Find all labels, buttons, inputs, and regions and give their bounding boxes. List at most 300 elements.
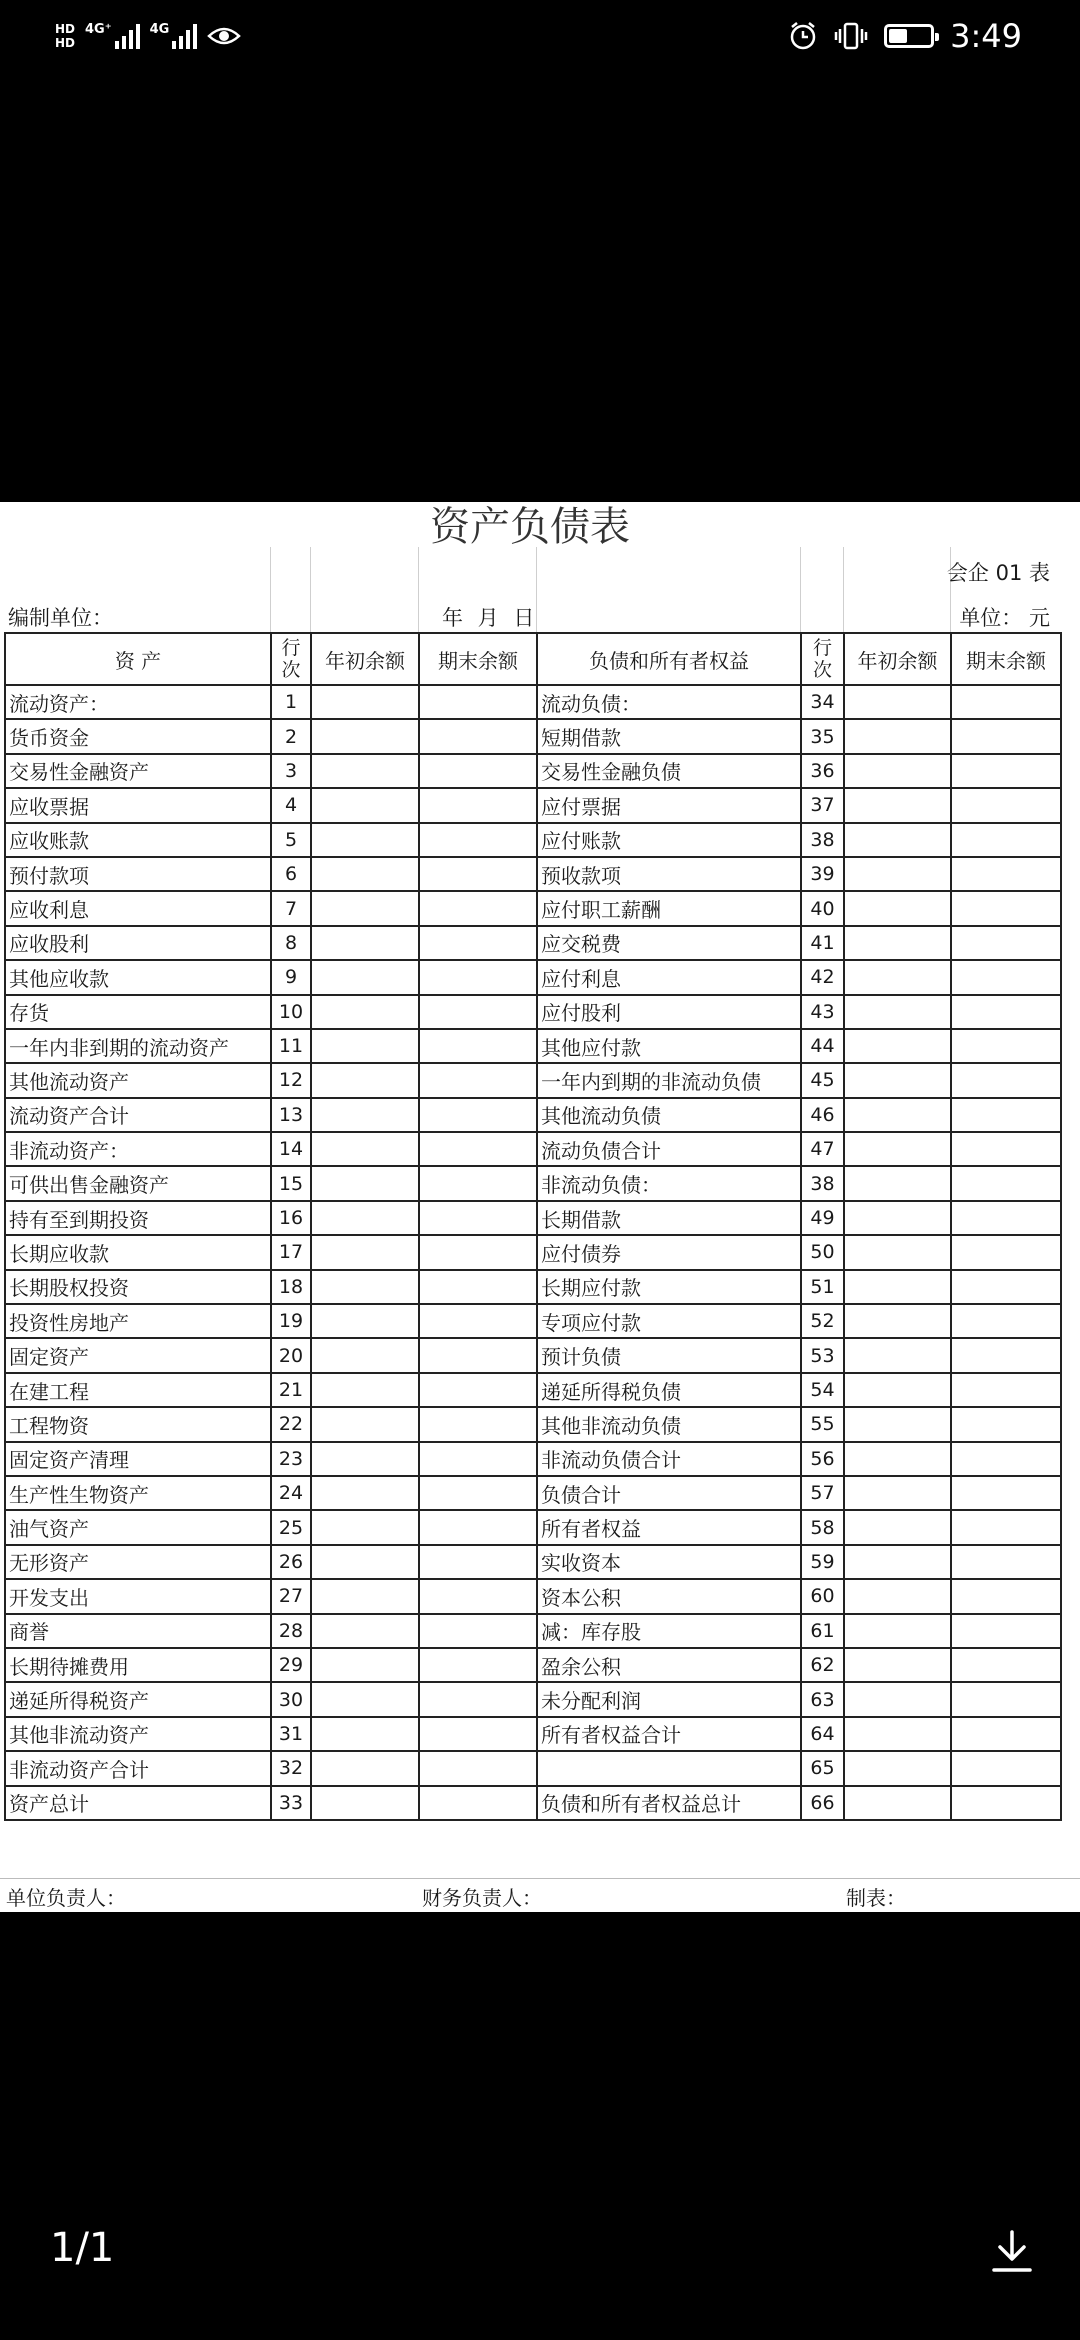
liability-line-no: 66 [801, 1786, 844, 1820]
liability-begin-balance [844, 1510, 951, 1544]
liability-name: 预收款项 [537, 857, 801, 891]
asset-end-balance [419, 1132, 537, 1166]
asset-begin-balance [311, 1338, 419, 1372]
asset-line-no: 8 [271, 926, 311, 960]
asset-name: 交易性金融资产 [5, 754, 271, 788]
liability-begin-balance [844, 1442, 951, 1476]
asset-line-no: 6 [271, 857, 311, 891]
document-title: 资产负债表 [430, 504, 630, 550]
asset-name: 一年内非到期的流动资产 [5, 1029, 271, 1063]
liability-line-no: 59 [801, 1545, 844, 1579]
asset-name: 固定资产 [5, 1338, 271, 1372]
status-right-group [788, 14, 1022, 58]
table-row [5, 960, 1061, 994]
liability-name: 资本公积 [537, 1579, 801, 1613]
asset-end-balance [419, 1098, 537, 1132]
asset-name: 无形资产 [5, 1545, 271, 1579]
asset-end-balance [419, 685, 537, 719]
status-time: 3:49 [950, 17, 1022, 55]
asset-name: 其他流动资产 [5, 1063, 271, 1097]
table-row [5, 1132, 1061, 1166]
asset-begin-balance [311, 1166, 419, 1200]
liability-end-balance [951, 1648, 1061, 1682]
table-row [5, 1648, 1061, 1682]
liability-begin-balance [844, 1029, 951, 1063]
asset-name: 应收票据 [5, 788, 271, 822]
asset-line-no: 15 [271, 1166, 311, 1200]
liability-line-no: 55 [801, 1407, 844, 1441]
asset-begin-balance [311, 1098, 419, 1132]
liability-end-balance [951, 1545, 1061, 1579]
asset-name: 商誉 [5, 1614, 271, 1648]
asset-name: 应收股利 [5, 926, 271, 960]
liability-begin-balance [844, 1304, 951, 1338]
asset-name: 可供出售金融资产 [5, 1166, 271, 1200]
asset-end-balance [419, 1063, 537, 1097]
liability-end-balance [951, 926, 1061, 960]
liability-name: 应付债券 [537, 1235, 801, 1269]
table-row [5, 1098, 1061, 1132]
table-row [5, 1682, 1061, 1716]
asset-line-no: 29 [271, 1648, 311, 1682]
liability-line-no: 50 [801, 1235, 844, 1269]
table-row [5, 685, 1061, 719]
asset-begin-balance [311, 788, 419, 822]
document-footer [0, 1878, 1080, 1912]
asset-end-balance [419, 1270, 537, 1304]
liability-end-balance [951, 891, 1061, 925]
asset-end-balance [419, 1510, 537, 1544]
liability-name: 其他流动负债 [537, 1098, 801, 1132]
liability-name: 一年内到期的非流动负债 [537, 1063, 801, 1097]
liability-end-balance [951, 1201, 1061, 1235]
asset-begin-balance [311, 1442, 419, 1476]
liability-line-no: 65 [801, 1751, 844, 1785]
asset-name: 资产总计 [5, 1786, 271, 1820]
asset-begin-balance [311, 1063, 419, 1097]
header-assets: 资 产 [5, 633, 271, 685]
asset-line-no: 18 [271, 1270, 311, 1304]
table-header-row [5, 633, 1061, 685]
liability-end-balance [951, 960, 1061, 994]
asset-line-no: 17 [271, 1235, 311, 1269]
liability-name: 应付利息 [537, 960, 801, 994]
liability-end-balance [951, 1476, 1061, 1510]
asset-end-balance [419, 1476, 537, 1510]
liability-end-balance [951, 788, 1061, 822]
asset-end-balance [419, 1235, 537, 1269]
liability-begin-balance [844, 1682, 951, 1716]
liability-line-no: 45 [801, 1063, 844, 1097]
liability-line-no: 47 [801, 1132, 844, 1166]
table-row [5, 1373, 1061, 1407]
compiler-label: 编制单位： [8, 606, 113, 630]
asset-begin-balance [311, 995, 419, 1029]
unit-label: 单位： 元 [959, 606, 1050, 630]
liability-line-no: 62 [801, 1648, 844, 1682]
download-icon[interactable] [990, 2228, 1034, 2276]
asset-name: 开发支出 [5, 1579, 271, 1613]
liability-name: 流动负债合计 [537, 1132, 801, 1166]
liability-begin-balance [844, 685, 951, 719]
balance-sheet-table [4, 632, 1062, 1821]
table-row [5, 1407, 1061, 1441]
liability-end-balance [951, 1132, 1061, 1166]
liability-begin-balance [844, 891, 951, 925]
liability-end-balance [951, 1751, 1061, 1785]
liability-end-balance [951, 1063, 1061, 1097]
liability-begin-balance [844, 960, 951, 994]
table-row [5, 995, 1061, 1029]
network-type-2: 4G [149, 22, 170, 37]
liability-line-no: 56 [801, 1442, 844, 1476]
asset-name: 流动资产： [5, 685, 271, 719]
header-begin-balance: 年初余额 [311, 633, 419, 685]
asset-end-balance [419, 1614, 537, 1648]
asset-begin-balance [311, 1648, 419, 1682]
asset-name: 油气资产 [5, 1510, 271, 1544]
table-row [5, 754, 1061, 788]
table-row [5, 1442, 1061, 1476]
liability-name: 应付票据 [537, 788, 801, 822]
liability-end-balance [951, 1270, 1061, 1304]
liability-name: 短期借款 [537, 719, 801, 753]
asset-end-balance [419, 1442, 537, 1476]
liability-name: 预计负债 [537, 1338, 801, 1372]
liability-end-balance [951, 1373, 1061, 1407]
asset-name: 递延所得税资产 [5, 1682, 271, 1716]
liability-name: 实收资本 [537, 1545, 801, 1579]
asset-end-balance [419, 1786, 537, 1820]
header-liabilities: 负债和所有者权益 [537, 633, 801, 685]
asset-name: 其他应收款 [5, 960, 271, 994]
liability-end-balance [951, 1510, 1061, 1544]
vibrate-icon [834, 21, 868, 51]
asset-name: 持有至到期投资 [5, 1201, 271, 1235]
table-row [5, 1029, 1061, 1063]
liability-line-no: 46 [801, 1098, 844, 1132]
table-row [5, 1579, 1061, 1613]
asset-line-no: 7 [271, 891, 311, 925]
asset-name: 存货 [5, 995, 271, 1029]
hd-label-2: HD [55, 36, 76, 50]
asset-begin-balance [311, 1270, 419, 1304]
page-indicator: 1/1 [50, 2225, 115, 2271]
asset-name: 货币资金 [5, 719, 271, 753]
table-row [5, 1304, 1061, 1338]
asset-line-no: 33 [271, 1786, 311, 1820]
form-code: 会企 01 表 [946, 561, 1050, 585]
liability-begin-balance [844, 1614, 951, 1648]
asset-name: 非流动资产： [5, 1132, 271, 1166]
liability-begin-balance [844, 857, 951, 891]
liability-name: 流动负债： [537, 685, 801, 719]
liability-name: 递延所得税负债 [537, 1373, 801, 1407]
asset-name: 在建工程 [5, 1373, 271, 1407]
liability-begin-balance [844, 1751, 951, 1785]
header-end-balance: 期末余额 [419, 633, 537, 685]
alarm-icon [788, 21, 818, 51]
asset-begin-balance [311, 926, 419, 960]
asset-name: 长期待摊费用 [5, 1648, 271, 1682]
asset-end-balance [419, 1751, 537, 1785]
liability-name: 未分配利润 [537, 1682, 801, 1716]
asset-line-no: 10 [271, 995, 311, 1029]
asset-line-no: 24 [271, 1476, 311, 1510]
asset-name: 长期应收款 [5, 1235, 271, 1269]
header-line-no-2: 行 次 [801, 633, 844, 685]
table-body [5, 685, 1061, 1820]
liability-name: 交易性金融负债 [537, 754, 801, 788]
asset-end-balance [419, 891, 537, 925]
table-row [5, 1717, 1061, 1751]
asset-begin-balance [311, 1373, 419, 1407]
asset-line-no: 26 [271, 1545, 311, 1579]
asset-begin-balance [311, 685, 419, 719]
asset-begin-balance [311, 891, 419, 925]
liability-begin-balance [844, 754, 951, 788]
asset-begin-balance [311, 857, 419, 891]
status-bar [0, 0, 1080, 72]
asset-begin-balance [311, 1304, 419, 1338]
signal-bars-2-icon [172, 23, 197, 49]
liability-begin-balance [844, 1407, 951, 1441]
asset-end-balance [419, 1682, 537, 1716]
asset-begin-balance [311, 1579, 419, 1613]
liability-name: 应付职工薪酬 [537, 891, 801, 925]
asset-begin-balance [311, 1407, 419, 1441]
liability-line-no: 36 [801, 754, 844, 788]
table-row [5, 1166, 1061, 1200]
asset-begin-balance [311, 1751, 419, 1785]
status-left-group [55, 14, 241, 58]
asset-name: 长期股权投资 [5, 1270, 271, 1304]
liability-end-balance [951, 1717, 1061, 1751]
asset-end-balance [419, 1029, 537, 1063]
asset-line-no: 21 [271, 1373, 311, 1407]
asset-name: 固定资产清理 [5, 1442, 271, 1476]
table-row [5, 857, 1061, 891]
liability-begin-balance [844, 1579, 951, 1613]
asset-begin-balance [311, 1132, 419, 1166]
liability-line-no: 51 [801, 1270, 844, 1304]
liability-name: 长期借款 [537, 1201, 801, 1235]
asset-begin-balance [311, 823, 419, 857]
asset-end-balance [419, 1545, 537, 1579]
liability-name: 负债合计 [537, 1476, 801, 1510]
table-row [5, 1510, 1061, 1544]
asset-line-no: 4 [271, 788, 311, 822]
liability-line-no: 49 [801, 1201, 844, 1235]
signal-1 [85, 23, 140, 49]
liability-name: 负债和所有者权益总计 [537, 1786, 801, 1820]
asset-line-no: 16 [271, 1201, 311, 1235]
table-row [5, 1476, 1061, 1510]
asset-line-no: 5 [271, 823, 311, 857]
liability-begin-balance [844, 995, 951, 1029]
liability-begin-balance [844, 1201, 951, 1235]
footer-preparer: 制表： [846, 1886, 906, 1910]
liability-begin-balance [844, 926, 951, 960]
liability-begin-balance [844, 1270, 951, 1304]
table-row [5, 1201, 1061, 1235]
asset-end-balance [419, 1166, 537, 1200]
asset-end-balance [419, 1648, 537, 1682]
liability-line-no: 42 [801, 960, 844, 994]
asset-line-no: 20 [271, 1338, 311, 1372]
asset-end-balance [419, 1304, 537, 1338]
header-line-no: 行 次 [271, 633, 311, 685]
document-image[interactable] [0, 502, 1080, 1912]
asset-line-no: 1 [271, 685, 311, 719]
asset-begin-balance [311, 754, 419, 788]
liability-line-no: 64 [801, 1717, 844, 1751]
asset-name: 其他非流动资产 [5, 1717, 271, 1751]
asset-end-balance [419, 995, 537, 1029]
liability-begin-balance [844, 1648, 951, 1682]
liability-end-balance [951, 1338, 1061, 1372]
table-row [5, 1751, 1061, 1785]
asset-end-balance [419, 926, 537, 960]
asset-line-no: 9 [271, 960, 311, 994]
liability-end-balance [951, 1304, 1061, 1338]
asset-end-balance [419, 1579, 537, 1613]
liability-line-no: 41 [801, 926, 844, 960]
liability-end-balance [951, 1579, 1061, 1613]
liability-begin-balance [844, 1235, 951, 1269]
asset-end-balance [419, 823, 537, 857]
table-row [5, 788, 1061, 822]
asset-line-no: 22 [271, 1407, 311, 1441]
asset-end-balance [419, 788, 537, 822]
asset-end-balance [419, 754, 537, 788]
table-row [5, 926, 1061, 960]
liability-line-no: 53 [801, 1338, 844, 1372]
liability-line-no: 38 [801, 823, 844, 857]
liability-line-no: 63 [801, 1682, 844, 1716]
liability-begin-balance [844, 823, 951, 857]
liability-name: 其他非流动负债 [537, 1407, 801, 1441]
liability-name: 应交税费 [537, 926, 801, 960]
liability-end-balance [951, 719, 1061, 753]
liability-begin-balance [844, 1786, 951, 1820]
asset-line-no: 30 [271, 1682, 311, 1716]
liability-line-no: 57 [801, 1476, 844, 1510]
asset-name: 应收利息 [5, 891, 271, 925]
liability-line-no: 39 [801, 857, 844, 891]
liability-end-balance [951, 1442, 1061, 1476]
asset-end-balance [419, 1338, 537, 1372]
asset-end-balance [419, 857, 537, 891]
footer-finance-head: 财务负责人： [422, 1886, 542, 1910]
liability-begin-balance [844, 1373, 951, 1407]
asset-line-no: 32 [271, 1751, 311, 1785]
asset-begin-balance [311, 1717, 419, 1751]
liability-name: 长期应付款 [537, 1270, 801, 1304]
liability-line-no: 52 [801, 1304, 844, 1338]
hd-indicator [55, 22, 75, 50]
asset-line-no: 23 [271, 1442, 311, 1476]
asset-name: 投资性房地产 [5, 1304, 271, 1338]
battery-level [889, 29, 907, 43]
asset-name: 流动资产合计 [5, 1098, 271, 1132]
asset-begin-balance [311, 719, 419, 753]
liability-end-balance [951, 1235, 1061, 1269]
asset-line-no: 31 [271, 1717, 311, 1751]
liability-line-no: 58 [801, 1510, 844, 1544]
liability-end-balance [951, 1166, 1061, 1200]
asset-line-no: 2 [271, 719, 311, 753]
eye-comfort-icon [207, 24, 241, 48]
liability-name: 非流动负债合计 [537, 1442, 801, 1476]
asset-begin-balance [311, 1682, 419, 1716]
liability-begin-balance [844, 1717, 951, 1751]
asset-name: 工程物资 [5, 1407, 271, 1441]
asset-begin-balance [311, 1786, 419, 1820]
liability-line-no: 35 [801, 719, 844, 753]
asset-line-no: 12 [271, 1063, 311, 1097]
asset-begin-balance [311, 960, 419, 994]
liability-end-balance [951, 1407, 1061, 1441]
liability-name: 应付账款 [537, 823, 801, 857]
liability-end-balance [951, 1786, 1061, 1820]
hd-label-1: HD [55, 22, 76, 36]
liability-line-no: 37 [801, 788, 844, 822]
liability-end-balance [951, 754, 1061, 788]
battery-icon [884, 24, 934, 48]
liability-end-balance [951, 1682, 1061, 1716]
asset-line-no: 28 [271, 1614, 311, 1648]
liability-begin-balance [844, 1063, 951, 1097]
asset-end-balance [419, 1201, 537, 1235]
liability-end-balance [951, 685, 1061, 719]
liability-name: 应付股利 [537, 995, 801, 1029]
table-row [5, 1338, 1061, 1372]
asset-line-no: 13 [271, 1098, 311, 1132]
liability-name: 专项应付款 [537, 1304, 801, 1338]
table-row [5, 1614, 1061, 1648]
asset-name: 生产性生物资产 [5, 1476, 271, 1510]
table-row [5, 1270, 1061, 1304]
asset-begin-balance [311, 1201, 419, 1235]
network-type-1: 4G⁺ [85, 22, 112, 37]
asset-begin-balance [311, 1510, 419, 1544]
asset-begin-balance [311, 1545, 419, 1579]
asset-end-balance [419, 960, 537, 994]
liability-begin-balance [844, 1476, 951, 1510]
asset-end-balance [419, 1717, 537, 1751]
date-label: 年 月 日 [442, 606, 539, 630]
signal-2 [150, 23, 198, 49]
signal-bars-1-icon [115, 23, 140, 49]
liability-begin-balance [844, 1166, 951, 1200]
liability-end-balance [951, 857, 1061, 891]
asset-name: 非流动资产合计 [5, 1751, 271, 1785]
asset-line-no: 3 [271, 754, 311, 788]
liability-line-no: 60 [801, 1579, 844, 1613]
liability-name: 所有者权益 [537, 1510, 801, 1544]
liability-begin-balance [844, 1545, 951, 1579]
liability-line-no: 54 [801, 1373, 844, 1407]
liability-name: 非流动负债： [537, 1166, 801, 1200]
liability-name: 盈余公积 [537, 1648, 801, 1682]
liability-line-no: 40 [801, 891, 844, 925]
liability-begin-balance [844, 1338, 951, 1372]
liability-line-no: 38 [801, 1166, 844, 1200]
liability-end-balance [951, 1614, 1061, 1648]
table-row [5, 1786, 1061, 1820]
asset-line-no: 19 [271, 1304, 311, 1338]
